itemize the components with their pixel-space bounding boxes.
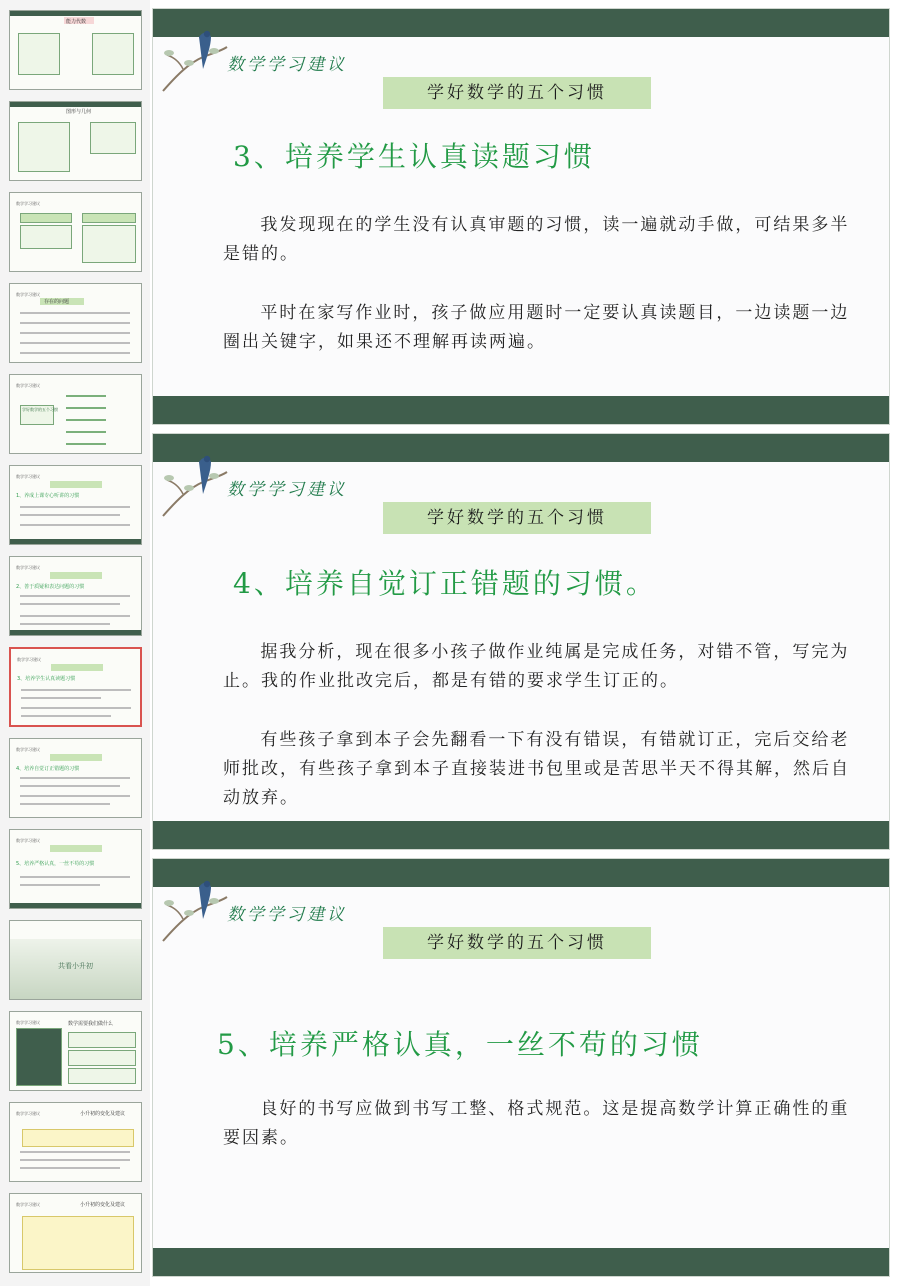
thumb-caption: 数学学习建议 — [16, 1111, 40, 1116]
thumb-heading: 4、培养自觉订正错题的习惯 — [16, 766, 80, 772]
thumb-line — [20, 803, 110, 805]
slide-4 — [152, 433, 890, 850]
thumb-line — [20, 332, 130, 334]
slide-top-bar — [153, 9, 889, 37]
slide-top-bar — [153, 434, 889, 462]
thumb-landscape — [10, 939, 141, 999]
thumb-caption: 数学学习建议 — [17, 657, 41, 662]
slide-thumbnail-12[interactable] — [9, 1011, 142, 1091]
thumb-line — [20, 785, 120, 787]
slide-thumbnail-8[interactable] — [9, 647, 142, 727]
thumb-title-box — [51, 664, 103, 671]
thumb-box — [90, 122, 136, 154]
slide-thumbnail-13[interactable] — [9, 1102, 142, 1182]
thumb-line — [20, 514, 120, 516]
slide-thumbnail-panel — [0, 0, 150, 1286]
thumb-line — [21, 689, 131, 691]
thumb-line — [20, 342, 130, 344]
slide-paragraph: 我发现现在的学生没有认真审题的习惯，读一遍就动手做，可结果多半是错的。 — [223, 215, 850, 264]
thumb-box — [18, 122, 70, 172]
thumb-line — [20, 1167, 120, 1169]
slide-banner: 学好数学的五个习惯 — [383, 502, 651, 534]
slide-banner: 学好数学的五个习惯 — [383, 77, 651, 109]
slide-caption: 数学学习建议 — [227, 480, 347, 500]
slide-banner: 学好数学的五个习惯 — [383, 927, 651, 959]
thumb-title-box — [50, 845, 102, 852]
thumb-box — [92, 33, 134, 75]
slide-thumbnail-4[interactable] — [9, 283, 142, 363]
thumb-line — [20, 603, 120, 605]
thumb-line — [20, 352, 130, 354]
branch-bird-icon — [159, 867, 229, 942]
slide-paragraph: 据我分析，现在很多小孩子做作业纯属是完成任务，对错不管，写完为止。我的作业批改完后，都是有错的要求学生订正的。 — [223, 642, 850, 691]
thumb-caption: 数学学习建议 — [16, 1202, 40, 1207]
thumb-heading: 能力代数 — [66, 19, 87, 25]
thumb-caption: 数学学习建议 — [16, 838, 40, 843]
slide-top-bar — [153, 859, 889, 887]
thumb-box — [68, 1050, 136, 1066]
thumb-line — [66, 395, 106, 397]
thumb-line — [66, 407, 106, 409]
thumb-line — [20, 623, 110, 625]
thumb-heading: 3、培养学生认真读题习惯 — [17, 676, 76, 682]
slide-3 — [152, 8, 890, 425]
thumb-heading: 2、善于质疑和表达问题的习惯 — [16, 584, 85, 590]
slide-thumbnail-7[interactable] — [9, 556, 142, 636]
thumb-line — [20, 795, 130, 797]
slide-caption: 数学学习建议 — [227, 905, 347, 925]
slide-5 — [152, 858, 890, 1277]
thumb-caption: 数学学习建议 — [16, 474, 40, 479]
thumb-line — [20, 615, 130, 617]
thumb-line — [66, 431, 106, 433]
slide-thumbnail-6[interactable] — [9, 465, 142, 545]
slide-thumbnail-2[interactable] — [9, 101, 142, 181]
thumb-caption: 数学学习建议 — [16, 747, 40, 752]
thumb-line — [20, 1151, 130, 1153]
slide-heading: 3、培养学生认真读题习惯 — [233, 140, 595, 173]
thumb-line — [66, 443, 106, 445]
thumb-line — [20, 777, 130, 779]
branch-bird-icon — [159, 442, 229, 517]
thumb-line — [21, 697, 101, 699]
thumb-box — [82, 225, 136, 263]
thumb-caption: 数学学习建议 — [16, 565, 40, 570]
thumb-line — [21, 707, 131, 709]
slide-heading: 4、培养自觉订正错题的习惯。 — [233, 567, 657, 600]
slide-thumbnail-9[interactable] — [9, 738, 142, 818]
thumb-heading: 5、培养严格认真，一丝不苟的习惯 — [16, 861, 95, 867]
thumb-line — [20, 524, 130, 526]
thumb-box — [68, 1068, 136, 1084]
thumb-box — [22, 1129, 134, 1147]
thumb-line — [20, 876, 130, 878]
thumb-box — [18, 33, 60, 75]
thumb-bar — [10, 539, 141, 544]
slide-bottom-bar — [153, 396, 889, 424]
thumb-line — [20, 506, 130, 508]
thumb-line — [66, 419, 106, 421]
thumb-heading: 小升初的变化及建议 — [80, 1202, 126, 1208]
slide-thumbnail-3[interactable] — [9, 192, 142, 272]
slide-paragraph: 有些孩子拿到本子会先翻看一下有没有错误，有错就订正，完后交给老师批改，有些孩子拿到本子直接装进书包里或是苦思半天不得其解，然后自动放弃。 — [223, 730, 850, 808]
thumb-heading: 学好数学的五个习惯 — [22, 407, 58, 412]
slide-thumbnail-10[interactable] — [9, 829, 142, 909]
thumb-bar — [10, 903, 141, 908]
thumb-line — [20, 884, 100, 886]
thumb-caption: 数学学习建议 — [16, 383, 40, 388]
thumb-title-box — [50, 481, 102, 488]
thumb-bar — [10, 630, 141, 635]
thumb-line — [20, 322, 130, 324]
thumb-heading: 存在的问题 — [44, 299, 70, 305]
thumb-heading: 数学需要我们做什么 — [68, 1021, 114, 1027]
thumb-heading: 1、养成上课专心听讲的习惯 — [16, 493, 80, 499]
thumb-title-box — [50, 572, 102, 579]
branch-bird-icon — [159, 17, 229, 92]
thumb-line — [20, 595, 130, 597]
thumb-line — [20, 1159, 130, 1161]
thumb-title-box — [50, 754, 102, 761]
slide-bottom-bar — [153, 821, 889, 849]
thumb-line — [21, 715, 111, 717]
thumb-box — [20, 225, 72, 249]
thumb-box — [22, 1216, 134, 1270]
thumb-box — [82, 213, 136, 223]
thumb-bar — [10, 11, 141, 16]
slide-thumbnail-14[interactable] — [9, 1193, 142, 1273]
thumb-box — [16, 1028, 62, 1086]
thumb-bar — [10, 102, 141, 107]
slide-paragraph: 平时在家写作业时，孩子做应用题时一定要认真读题目，一边读题一边圈出关键字，如果还不理解再读两遍。 — [223, 303, 850, 352]
thumb-heading: 小升初的变化及建议 — [80, 1111, 126, 1117]
thumb-caption: 数学学习建议 — [16, 292, 40, 297]
slide-caption: 数学学习建议 — [227, 55, 347, 75]
thumb-caption: 数学学习建议 — [16, 1020, 40, 1025]
thumb-heading: 图形与几何 — [66, 109, 92, 115]
slide-paragraph: 良好的书写应做到书写工整、格式规范。这是提高数学计算正确性的重要因素。 — [223, 1099, 850, 1148]
thumb-line — [20, 312, 130, 314]
thumb-box — [20, 213, 72, 223]
slide-thumbnail-1[interactable] — [9, 10, 142, 90]
thumb-caption: 数学学习建议 — [16, 201, 40, 206]
slide-thumbnail-11[interactable] — [9, 920, 142, 1000]
slide-bottom-bar — [153, 1248, 889, 1276]
slide-thumbnail-5[interactable] — [9, 374, 142, 454]
thumb-box — [68, 1032, 136, 1048]
thumb-heading: 共看小升初 — [58, 962, 93, 970]
slide-heading: 5、培养严格认真，一丝不苟的习惯 — [217, 1028, 703, 1061]
